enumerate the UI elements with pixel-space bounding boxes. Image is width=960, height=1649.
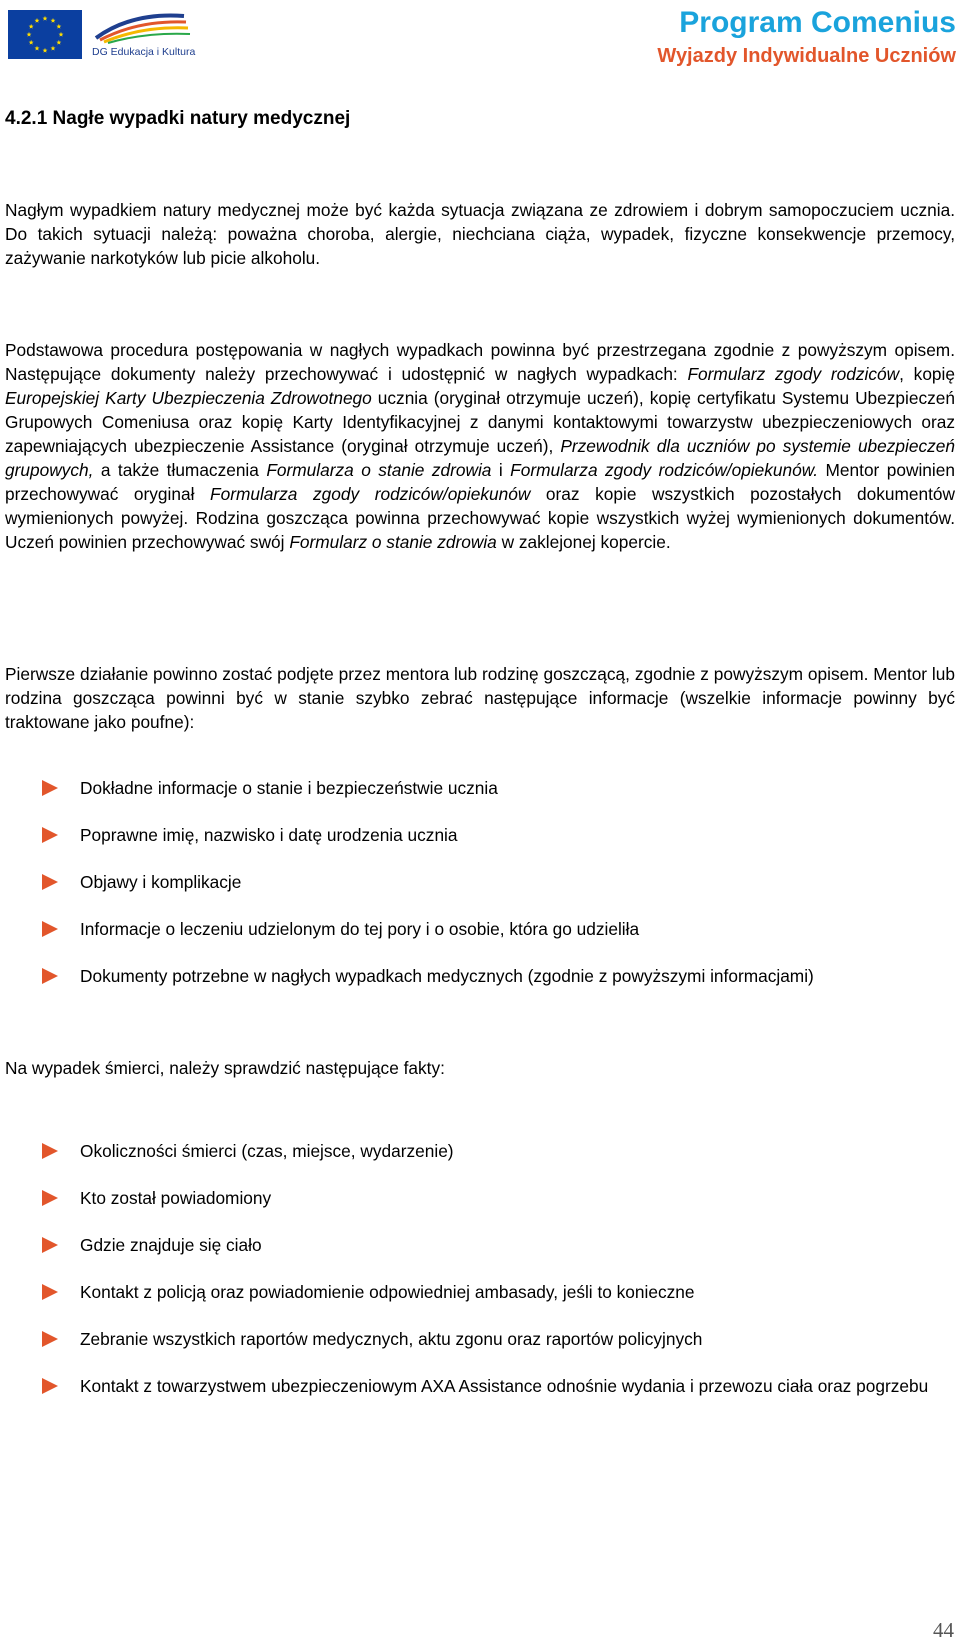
section-title: 4.2.1 Nagłe wypadki natury medycznej <box>5 108 351 129</box>
list-item: Objawy i komplikacje <box>42 870 956 894</box>
list-item: Kontakt z towarzystwem ubezpieczeniowym AXA Assistance odnośnie wydania i przewozu ciała oraz pogrzebu <box>42 1374 956 1398</box>
paragraph-death-case: Na wypadek śmierci, należy sprawdzić następujące fakty: <box>5 1058 445 1078</box>
dg-swoosh-icon <box>92 8 192 44</box>
list-item: Kto został powiadomiony <box>42 1186 956 1210</box>
program-subtitle: Wyjazdy Indywidualne Uczniów <box>657 45 956 67</box>
list-item: Zebranie wszystkich raportów medycznych, aktu zgonu oraz raportów policyjnych <box>42 1327 956 1351</box>
list-item: Okoliczności śmierci (czas, miejsce, wydarzenie) <box>42 1139 956 1163</box>
arrow-bullet-icon <box>42 1284 58 1300</box>
arrow-bullet-icon <box>42 1331 58 1347</box>
page-number: 44 <box>933 1618 954 1642</box>
arrow-bullet-icon <box>42 921 58 937</box>
arrow-bullet-icon <box>42 1237 58 1253</box>
list-item: Poprawne imię, nazwisko i datę urodzenia ucznia <box>42 823 956 847</box>
list-item: Informacje o leczeniu udzielonym do tej pory i o osobie, która go udzieliła <box>42 917 956 941</box>
list-item: Gdzie znajduje się ciało <box>42 1233 956 1257</box>
arrow-bullet-icon <box>42 1378 58 1394</box>
dg-logo-text: DG Edukacja i Kultura <box>92 46 196 58</box>
paragraph-medical-emergency: Nagłym wypadkiem natury medycznej może być każda sytuacja związana ze zdrowiem i dobrym samopoczuciem ucznia. Do takich sytuacji należą: poważna choroba, alergie, niechciana ciąża, wypadek, fizyczne konsekwencje przemocy, zażywanie narkotyków lub picie alkoholu. <box>5 200 955 268</box>
list-item: Dokładne informacje o stanie i bezpieczeństwie ucznia <box>42 776 956 800</box>
program-title: Program Comenius <box>679 6 956 39</box>
arrow-bullet-icon <box>42 1143 58 1159</box>
dg-education-culture-logo <box>92 8 196 60</box>
arrow-bullet-icon <box>42 780 58 796</box>
paragraph-procedure: Podstawowa procedura postępowania w nagłych wypadkach powinna być przestrzegana zgodnie z powyższym opisem. Następujące dokumenty należy przechowywać i udostępnić w nagłych wypadkach: Formularz zgody rodziców, kopię Europejskiej Karty Ubezpieczenia Zdrowotnego ucznia (oryginał otrzymuje uczeń), kopię certyfikatu Systemu Ubezpieczeń Grupowych Comeniusa oraz kopię Karty Identyfikacyjnej z danymi kontaktowymi towarzystw ubezpieczeniowych oraz zapewniających ubezpieczenie Assistance (oryginał otrzymuje uczeń), Przewodnik dla uczniów po systemie ubezpieczeń grupowych, a także tłumaczenia Formularza o stanie zdrowia i Formularza zgody rodziców/opiekunów. Mentor powinien przechowywać oryginał Formularza zgody rodziców/opiekunów oraz kopie wszystkich pozostałych dokumentów wymienionych powyżej. Rodzina goszcząca powinna przechowywać kopie wszystkich wyżej wymienionych dokumentów. Uczeń powinien przechowywać swój Formularz o stanie zdrowia w zaklejonej kopercie. <box>5 340 956 552</box>
arrow-bullet-icon <box>42 968 58 984</box>
arrow-bullet-icon <box>42 827 58 843</box>
list-item: Dokumenty potrzebne w nagłych wypadkach medycznych (zgodnie z powyższymi informacjami) <box>42 964 956 988</box>
paragraph-first-action: Pierwsze działanie powinno zostać podjęte przez mentora lub rodzinę goszczącą, zgodnie z powyższym opisem. Mentor lub rodzina goszcząca powinni być w stanie szybko zebrać następujące informacje (wszelkie informacje powinny być traktowane jako poufne): <box>5 664 955 732</box>
list-item: Kontakt z policją oraz powiadomienie odpowiedniej ambasady, jeśli to konieczne <box>42 1280 956 1304</box>
page-header <box>0 0 960 70</box>
arrow-bullet-icon <box>42 874 58 890</box>
eu-flag-logo <box>8 10 82 59</box>
arrow-bullet-icon <box>42 1190 58 1206</box>
